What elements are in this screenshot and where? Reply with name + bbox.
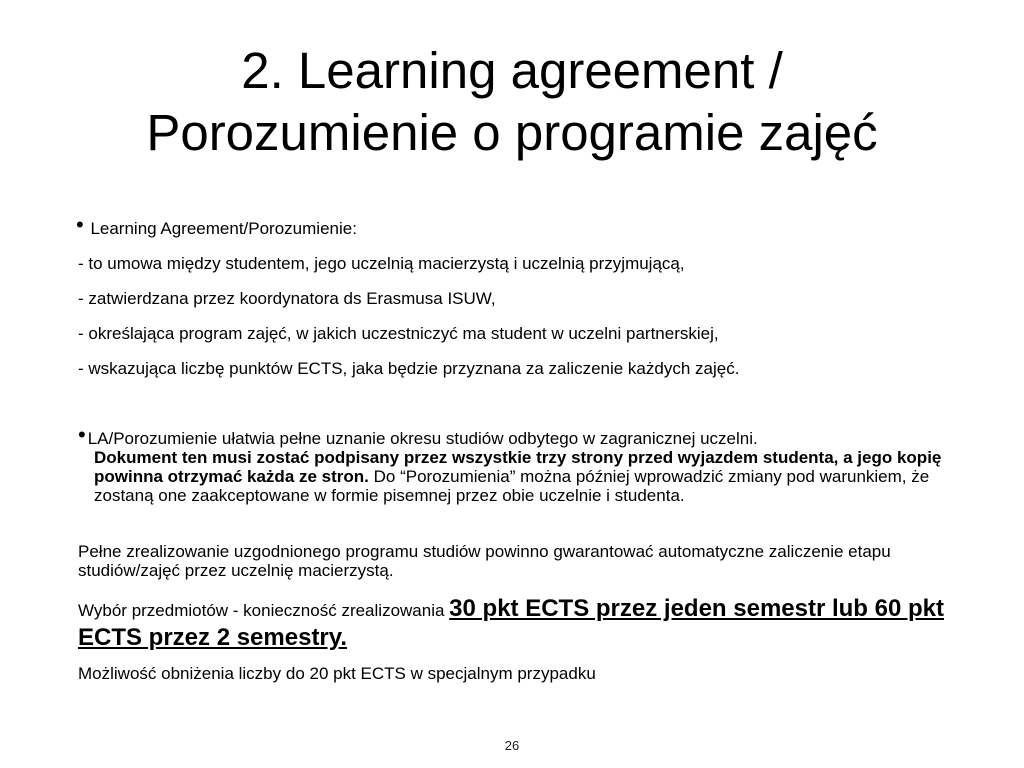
section2-continuation (78, 448, 978, 505)
full-completion-paragraph: Pełne zrealizowanie uzgodnionego programu studiów powinno gwarantować automatyczne zaliczenie etapu studiów/zajęć przez uczelnię macierzystą. (78, 542, 891, 580)
section2-intro: LA/Porozumienie ułatwia pełne uznanie okresu studiów odbytego w zagranicznej uczelni. (87, 429, 758, 448)
slide-title-line-2: Porozumienie o programie zajęć (146, 104, 878, 161)
section2-first-line (78, 422, 978, 448)
page-number: 26 (504, 738, 520, 753)
section2-bold-text: Dokument ten musi zostać podpisany przez wszystkie trzy strony przed wyjazdem studenta, a jego kopię powinna otrzymać każda ze stron. (94, 448, 942, 486)
ects-highlight-text: 30 pkt ECTS przez jeden semestr lub 60 pkt ECTS przez 2 semestry. (78, 595, 944, 651)
section2-rest-text: Do “Porozumienia” można później wprowadzić zmiany pod warunkiem, że zostaną one zaakceptowane w formie pisemnej przez obie uczelnie i studenta. (94, 467, 930, 505)
bullet-icon: • (78, 422, 86, 447)
section1-item-4: - wskazująca liczbę punktów ECTS, jaka będzie przyznana za zaliczenie każdych zajęć. (78, 359, 740, 378)
bullet-icon: • (76, 212, 84, 237)
ects-requirement (78, 596, 958, 654)
reduction-paragraph: Możliwość obniżenia liczby do 20 pkt ECTS w specjalnym przypadku (78, 664, 596, 683)
slide-title (20, 40, 1004, 164)
section2-paragraph (78, 422, 978, 505)
section1-item-2: - zatwierdzana przez koordynatora ds Erasmusa ISUW, (78, 289, 496, 308)
section1-item-3: - określająca program zajęć, w jakich uczestniczyć ma student w uczelni partnerskiej, (78, 324, 719, 343)
section1-item-1: - to umowa między studentem, jego uczelnią macierzystą i uczelnią przyjmującą, (78, 254, 685, 273)
ects-lead-text: Wybór przedmiotów - konieczność zrealizowania (78, 601, 450, 620)
slide-title-line-1: 2. Learning agreement / (241, 42, 783, 99)
section1-heading (76, 212, 357, 239)
section1-heading-text: Learning Agreement/Porozumienie: (90, 219, 357, 238)
